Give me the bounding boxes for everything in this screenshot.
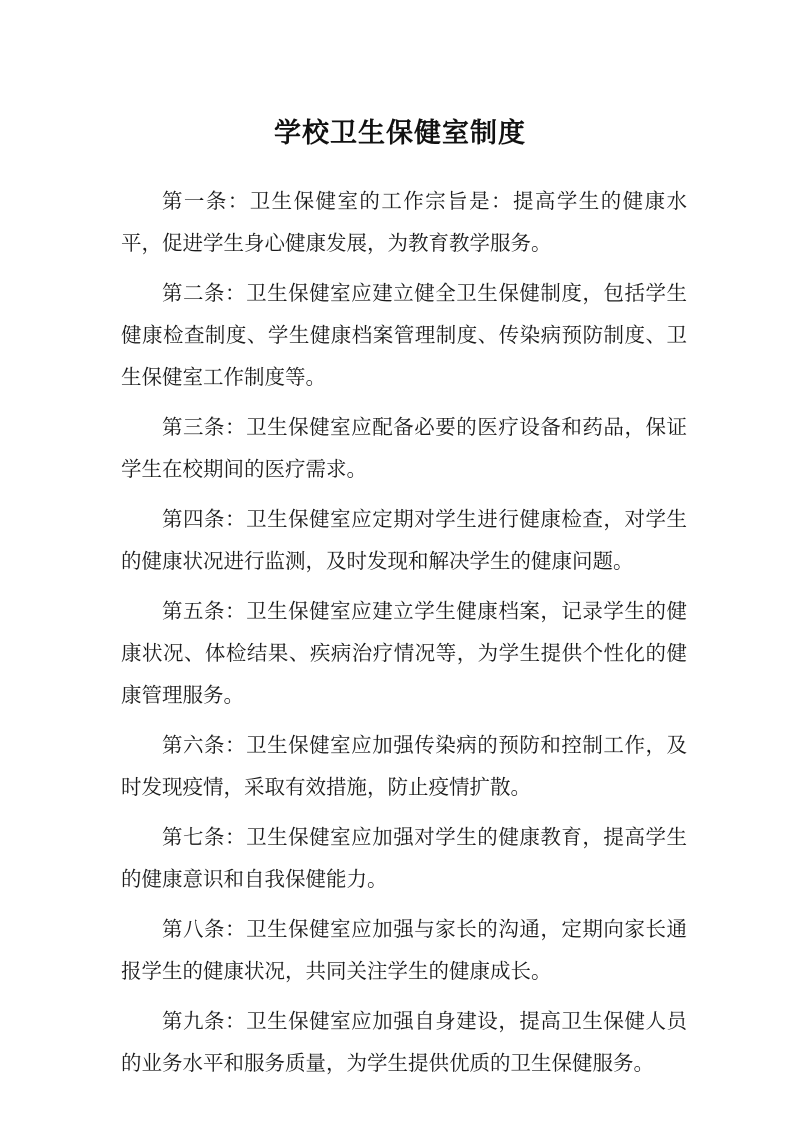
article-4: 第四条：卫生保健室应定期对学生进行健康检查，对学生的健康状况进行监测，及时发现和解决学生的健康问题。 — [121, 507, 687, 573]
article-1: 第一条：卫生保健室的工作宗旨是：提高学生的健康水平，促进学生身心健康发展，为教育教学服务。 — [121, 189, 687, 255]
article-9: 第九条：卫生保健室应加强自身建设，提高卫生保健人员的业务水平和服务质量，为学生提供优质的卫生保健服务。 — [121, 1009, 687, 1075]
page-title: 学校卫生保健室制度 — [274, 118, 526, 150]
article-list — [121, 180, 687, 1092]
article-7: 第七条：卫生保健室应加强对学生的健康教育，提高学生的健康意识和自我保健能力。 — [121, 825, 687, 891]
article-6: 第六条：卫生保健室应加强传染病的预防和控制工作，及时发现疫情，采取有效措施，防止疫情扩散。 — [121, 733, 687, 799]
article-8: 第八条：卫生保健室应加强与家长的沟通，定期向家长通报学生的健康状况，共同关注学生的健康成长。 — [121, 917, 687, 983]
article-3: 第三条：卫生保健室应配备必要的医疗设备和药品，保证学生在校期间的医疗需求。 — [121, 415, 687, 481]
article-2: 第二条：卫生保健室应建立健全卫生保健制度，包括学生健康检查制度、学生健康档案管理制度、传染病预防制度、卫生保健室工作制度等。 — [121, 281, 687, 389]
article-5: 第五条：卫生保健室应建立学生健康档案，记录学生的健康状况、体检结果、疾病治疗情况等，为学生提供个性化的健康管理服务。 — [121, 599, 687, 707]
